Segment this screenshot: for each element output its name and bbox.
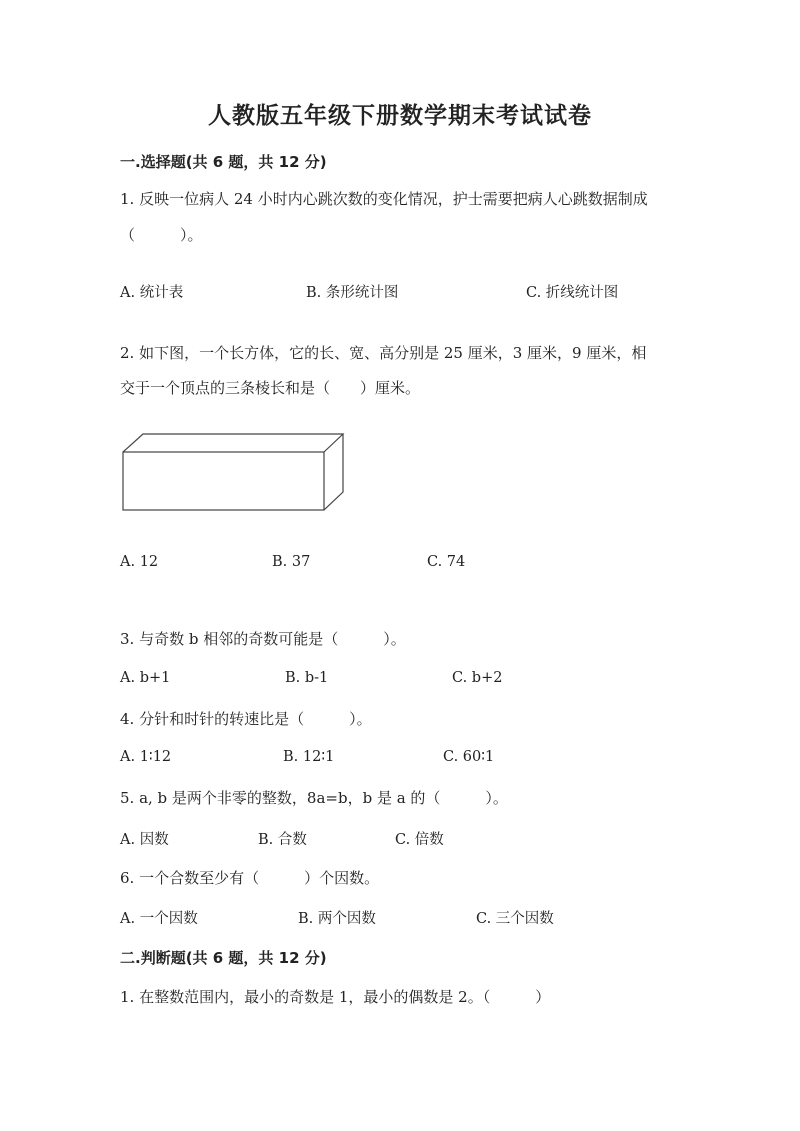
question-5-line-1: 5. a, b 是两个非零的整数，8a=b，b 是 a 的（ ）。 (120, 789, 508, 807)
question-3-option-c: C. b+2 (452, 670, 503, 686)
question-6-line-1: 6. 一个合数至少有（ ）个因数。 (120, 869, 380, 887)
question-1-option-a: A. 统计表 (120, 285, 184, 301)
question-6-option-a: A. 一个因数 (120, 911, 198, 927)
question-4-line-1: 4. 分针和时针的转速比是（ ）。 (120, 710, 372, 728)
question-2-option-c: C. 74 (427, 554, 466, 570)
question-1-option-c: C. 折线统计图 (526, 285, 619, 301)
question-4-option-b: B. 12∶1 (283, 749, 335, 765)
question-5-option-a: A. 因数 (120, 832, 169, 848)
question-2-option-a: A. 12 (120, 554, 159, 570)
question-1-option-b: B. 条形统计图 (306, 285, 399, 301)
question-2-line-1: 2. 如下图，一个长方体，它的长、宽、高分别是 25 厘米，3 厘米，9 厘米，相 (120, 344, 647, 362)
question-4-option-a: A. 1∶12 (120, 749, 172, 765)
question-5-option-c: C. 倍数 (395, 832, 444, 848)
question-3-option-a: A. b+1 (120, 670, 171, 686)
cuboid-front-face (123, 452, 324, 510)
question-1-line-1: 1. 反映一位病人 24 小时内心跳次数的变化情况，护士需要把病人心跳数据制成 (120, 190, 648, 208)
page-title: 人教版五年级下册数学期末考试试卷 (208, 102, 592, 129)
question-3-option-b: B. b-1 (285, 670, 329, 686)
question-3-line-1: 3. 与奇数 b 相邻的奇数可能是（ ）。 (120, 630, 406, 648)
question-5-option-b: B. 合数 (258, 832, 307, 848)
tf-question-1-line-1: 1. 在整数范围内，最小的奇数是 1，最小的偶数是 2。（ ） (120, 988, 551, 1006)
question-4-option-c: C. 60∶1 (443, 749, 495, 765)
question-2-line-2: 交于一个顶点的三条棱长和是（ ）厘米。 (120, 379, 421, 397)
cuboid-side-face (324, 434, 343, 510)
question-6-option-b: B. 两个因数 (298, 911, 376, 927)
section-heading-choice: 一.选择题(共 6 题，共 12 分) (120, 153, 327, 171)
question-6-option-c: C. 三个因数 (476, 911, 554, 927)
section-heading-true-false: 二.判断题(共 6 题，共 12 分) (120, 949, 327, 967)
question-2-option-b: B. 37 (272, 554, 311, 570)
cuboid-top-face (123, 434, 343, 452)
cuboid-figure (120, 432, 346, 514)
question-1-line-2: （ ）。 (120, 226, 203, 244)
